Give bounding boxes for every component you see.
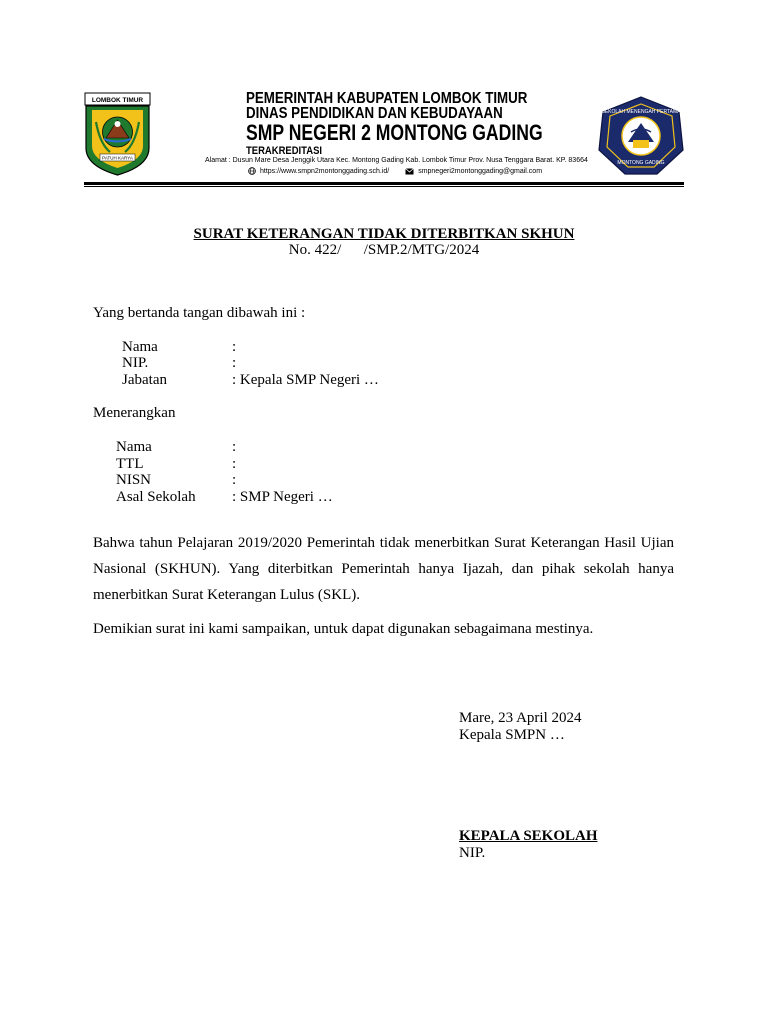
school-logo <box>597 96 685 176</box>
student-nisn-value: : <box>232 472 237 488</box>
letter-title: SURAT KETERANGAN TIDAK DITERBITKAN SKHUN <box>193 226 575 242</box>
website-link[interactable]: https://www.smpn2montonggading.sch.id/ <box>260 167 390 175</box>
email-link[interactable]: smpnegeri2montonggading@gmail.com <box>418 167 543 175</box>
mail-icon <box>405 168 414 175</box>
contact-line <box>248 167 542 175</box>
place-date: Mare, 23 April 2024 <box>459 710 582 726</box>
body-paragraph: Bahwa tahun Pelajaran 2019/2020 Pemerintah tidak menerbitkan Surat Keterangan Hasil Ujian Nasional (SKHUN). Yang diterbitkan Pemerintah hanya Ijazah, dan pihak sekolah hanya menerbitkan Surat Keterangan Lulus (SKL). <box>93 535 674 603</box>
signature-title: KEPALA SEKOLAH <box>459 828 598 844</box>
header-divider-thin <box>84 186 684 187</box>
signer-position-value: : Kepala SMP Negeri … <box>232 372 379 388</box>
school-logo-label-top: SEKOLAH MENENGAH PERTAMA <box>601 109 681 115</box>
student-name-label: Nama <box>116 439 152 455</box>
student-name-value: : <box>232 439 237 455</box>
student-school-value: : SMP Negeri … <box>232 489 333 505</box>
header-divider-thick <box>84 182 684 185</box>
student-ttl-value: : <box>232 456 237 472</box>
school-address: Alamat : Dusun Mare Desa Jenggik Utara Kec. Montong Gading Kab. Lombok Timur Prov. Nusa Tenggara Barat. KP. 83664 <box>205 157 588 164</box>
closing-text: Demikian surat ini kami sampaikan, untuk dapat digunakan sebagaimana mestinya. <box>93 621 594 637</box>
states-label: Menerangkan <box>93 405 176 421</box>
letter-number: No. 422/ /SMP.2/MTG/2024 <box>288 242 480 258</box>
government-line: PEMERINTAH KABUPATEN LOMBOK TIMUR <box>246 90 528 107</box>
signature-nip: NIP. <box>459 845 486 861</box>
globe-icon <box>248 167 256 175</box>
student-ttl-label: TTL <box>116 456 144 472</box>
school-name: SMP NEGERI 2 MONTONG GADING <box>246 120 543 145</box>
student-nisn-label: NISN <box>116 472 152 488</box>
regency-motto: PATUH KARYA <box>102 155 133 161</box>
signer-name-label: Nama <box>122 339 158 355</box>
regency-logo-label: LOMBOK TIMUR <box>91 97 144 104</box>
intro-text: Yang bertanda tangan dibawah ini : <box>93 305 306 321</box>
regency-logo <box>84 92 151 176</box>
school-logo-label-bottom: MONTONG GADING <box>617 160 665 166</box>
signer-nip-label: NIP. <box>122 355 149 371</box>
student-school-label: Asal Sekolah <box>116 489 196 505</box>
signer-nip-value: : <box>232 355 237 371</box>
signer-role: Kepala SMPN … <box>459 727 565 743</box>
accreditation: TERAKREDITASI <box>246 145 323 157</box>
signer-position-label: Jabatan <box>122 372 167 388</box>
department-line: DINAS PENDIDIKAN DAN KEBUDAYAAN <box>246 105 503 122</box>
signer-name-value: : <box>232 339 237 355</box>
